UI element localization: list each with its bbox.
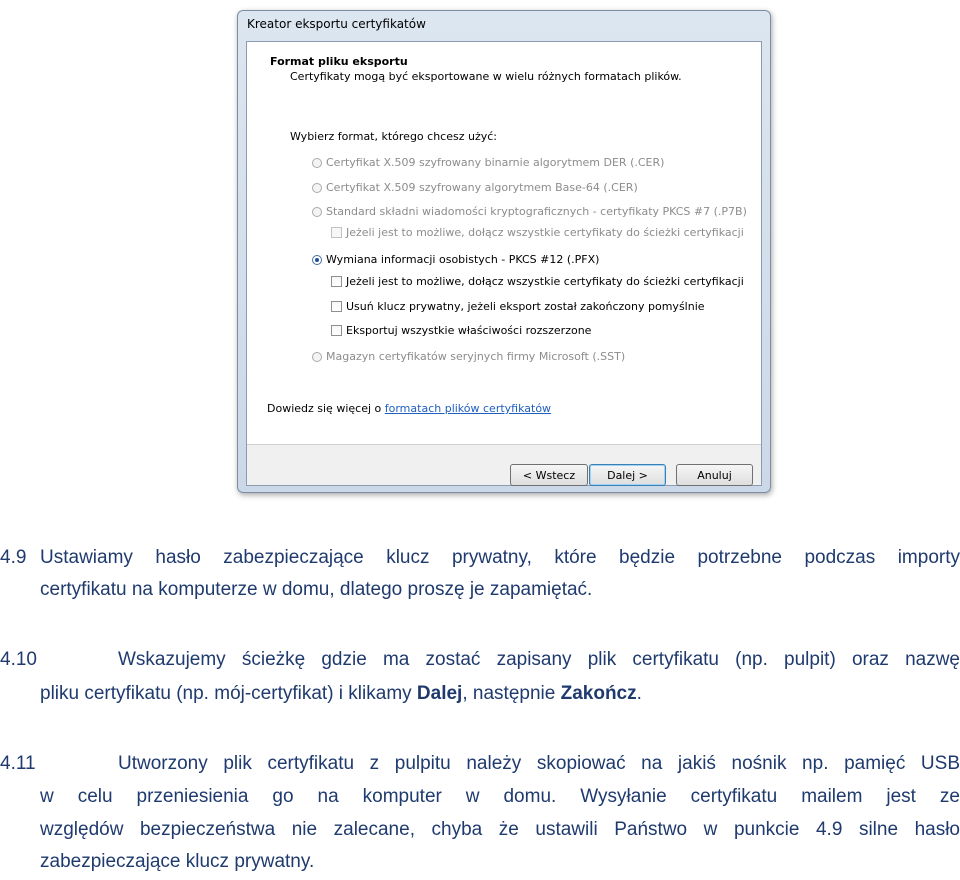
next-button[interactable]: Dalej > [589, 464, 666, 486]
page-header-subtitle: Certyfikaty mogą być eksportowane w wielu różnych formatach plików. [290, 70, 682, 83]
step-4-10-number: 4.10 [0, 649, 37, 670]
option-delete-private-key-label: Usuń klucz prywatny, jeżeli eksport został zakończony pomyślnie [346, 300, 705, 313]
step-4-10-dalej: Dalej [416, 683, 463, 704]
step-4-9-line-2: certyfikatu na komputerze w domu, dlatego proszę je zapamiętać. [40, 579, 593, 600]
step-4-11-line-1: Utworzony plik certyfikatu z pulpitu należy skopiować na jakiś nośnik np. pamięć USB [118, 753, 960, 774]
step-4-11-line-4: zabezpieczające klucz prywatny. [40, 851, 315, 872]
learn-more-prefix: Dowiedz się więcej o [267, 402, 385, 415]
option-export-extended-properties-label: Eksportuj wszystkie właściwości rozszerzone [346, 324, 592, 337]
option-pkcs7-p7b-label: Standard składni wiadomości kryptograficznych - certyfikaty PKCS #7 (.P7B) [326, 205, 747, 218]
step-4-10-text-c: , następnie [462, 683, 561, 704]
cancel-button[interactable]: Anuluj [676, 464, 753, 486]
step-4-10-line-1: Wskazujemy ścieżkę gdzie ma zostać zapisany plik certyfikatu (np. pulpit) oraz nazwę [118, 649, 960, 670]
step-4-10-text-e: . [636, 683, 642, 704]
option-p7b-include-chain-label: Jeżeli jest to możliwe, dołącz wszystkie certyfikaty do ścieżki certyfikacji [346, 226, 744, 239]
step-4-11-number: 4.11 [0, 753, 36, 774]
step-4-9-line-1: Ustawiamy hasło zabezpieczające klucz prywatny, które będzie potrzebne podczas importy [40, 547, 960, 568]
option-sst-label: Magazyn certyfikatów seryjnych firmy Microsoft (.SST) [326, 350, 626, 363]
format-question-label: Wybierz format, którego chcesz użyć: [290, 130, 498, 143]
page-header-title: Format pliku eksportu [270, 55, 408, 68]
step-4-11-line-3: względów bezpieczeństwa nie zalecane, chyba że ustawili Państwo w punkcie 4.9 silne hasło [40, 819, 960, 840]
radio-pkcs7-p7b[interactable] [312, 207, 322, 217]
radio-sst[interactable] [312, 352, 322, 362]
learn-more-text [267, 402, 551, 415]
checkbox-pfx-include-chain[interactable] [331, 276, 342, 287]
option-base64-cer-label: Certyfikat X.509 szyfrowany algorytmem Base-64 (.CER) [326, 181, 638, 194]
checkbox-p7b-include-chain[interactable] [331, 227, 342, 238]
step-4-9-number: 4.9 [0, 547, 27, 568]
step-4-10-line-2 [40, 678, 642, 710]
checkbox-export-extended-properties[interactable] [331, 325, 342, 336]
step-4-10-text-a: pliku certyfikatu (np. mój-certyfikat) i klikamy [40, 683, 417, 704]
step-4-10-zakoncz: Zakończ [560, 683, 637, 704]
back-button[interactable]: < Wstecz [510, 464, 588, 486]
wizard-content [247, 42, 761, 445]
option-pkcs12-pfx-label: Wymiana informacji osobistych - PKCS #12 (.PFX) [326, 253, 600, 266]
learn-more-link[interactable]: formatach plików certyfikatów [384, 402, 552, 415]
step-4-11-line-2: w celu przeniesienia go na komputer w domu. Wysyłanie certyfikatu mailem jest ze [40, 786, 960, 807]
radio-der-cer[interactable] [312, 158, 322, 168]
dialog-client-area [246, 41, 762, 486]
radio-base64-cer[interactable] [312, 183, 322, 193]
option-pfx-include-chain-label: Jeżeli jest to możliwe, dołącz wszystkie certyfikaty do ścieżki certyfikacji [346, 275, 744, 288]
radio-pkcs12-pfx[interactable] [312, 255, 322, 265]
export-wizard-dialog [237, 10, 771, 493]
option-der-cer-label: Certyfikat X.509 szyfrowany binarnie algorytmem DER (.CER) [326, 156, 665, 169]
dialog-title: Kreator eksportu certyfikatów [247, 17, 426, 31]
checkbox-delete-private-key[interactable] [331, 301, 342, 312]
